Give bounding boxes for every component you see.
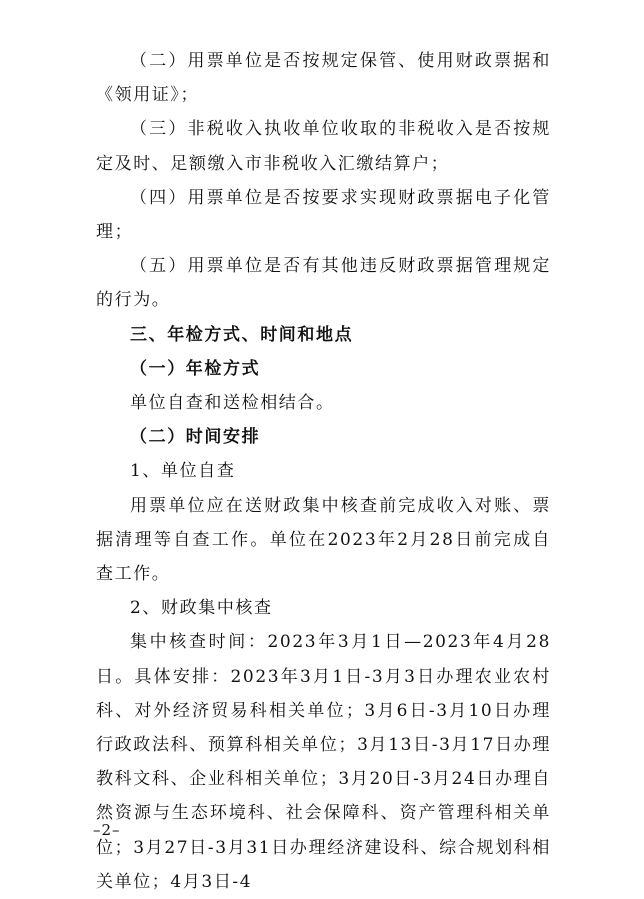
page-number: –2– [93,821,121,839]
document-body [96,44,551,899]
item-central-check-title: 2、财政集中核查 [130,598,273,619]
subsection-heading-schedule: （二）时间安排 [130,427,261,448]
paragraph-check-item-4: （四）用票单位是否按要求实现财政票据电子化管理； [96,187,551,243]
item-self-check-text: 用票单位应在送财政集中核查前完成收入对账、票据清理等自查工作。单位在2023年2月28日前完成自查工作。 [96,495,551,585]
section-heading: 三、年检方式、时间和地点 [130,324,354,345]
paragraph-check-item-3: （三）非税收入执收单位收取的非税收入是否按规定及时、足额缴入市非税收入汇缴结算户； [96,119,551,174]
method-text: 单位自查和送检相结合。 [130,393,335,414]
item-self-check-title: 1、单位自查 [130,461,236,482]
paragraph-check-item-2: （二）用票单位是否按规定保管、使用财政票据和《领用证》； [96,51,551,106]
paragraph-check-item-5: （五）用票单位是否有其他违反财政票据管理规定的行为。 [96,256,551,311]
subsection-heading-method: （一）年检方式 [130,358,261,379]
item-central-check-text: 集中核查时间：2023年3月1日—2023年4月28日。具体安排：2023年3月1日-3月3日办理农业农村科、对外经济贸易科相关单位；3月6日-3月10日办理行政政法科、预算科相关单位；3月13日-3月17日办理教科文科、企业科相关单位；3月20日-3月24日办理自然资源与生态环境科、社会保障科、资产管理科相关单位；3月27日-3月31日办理经济建设科、综合规划科相关单位；4月3日-4 [96,632,551,892]
